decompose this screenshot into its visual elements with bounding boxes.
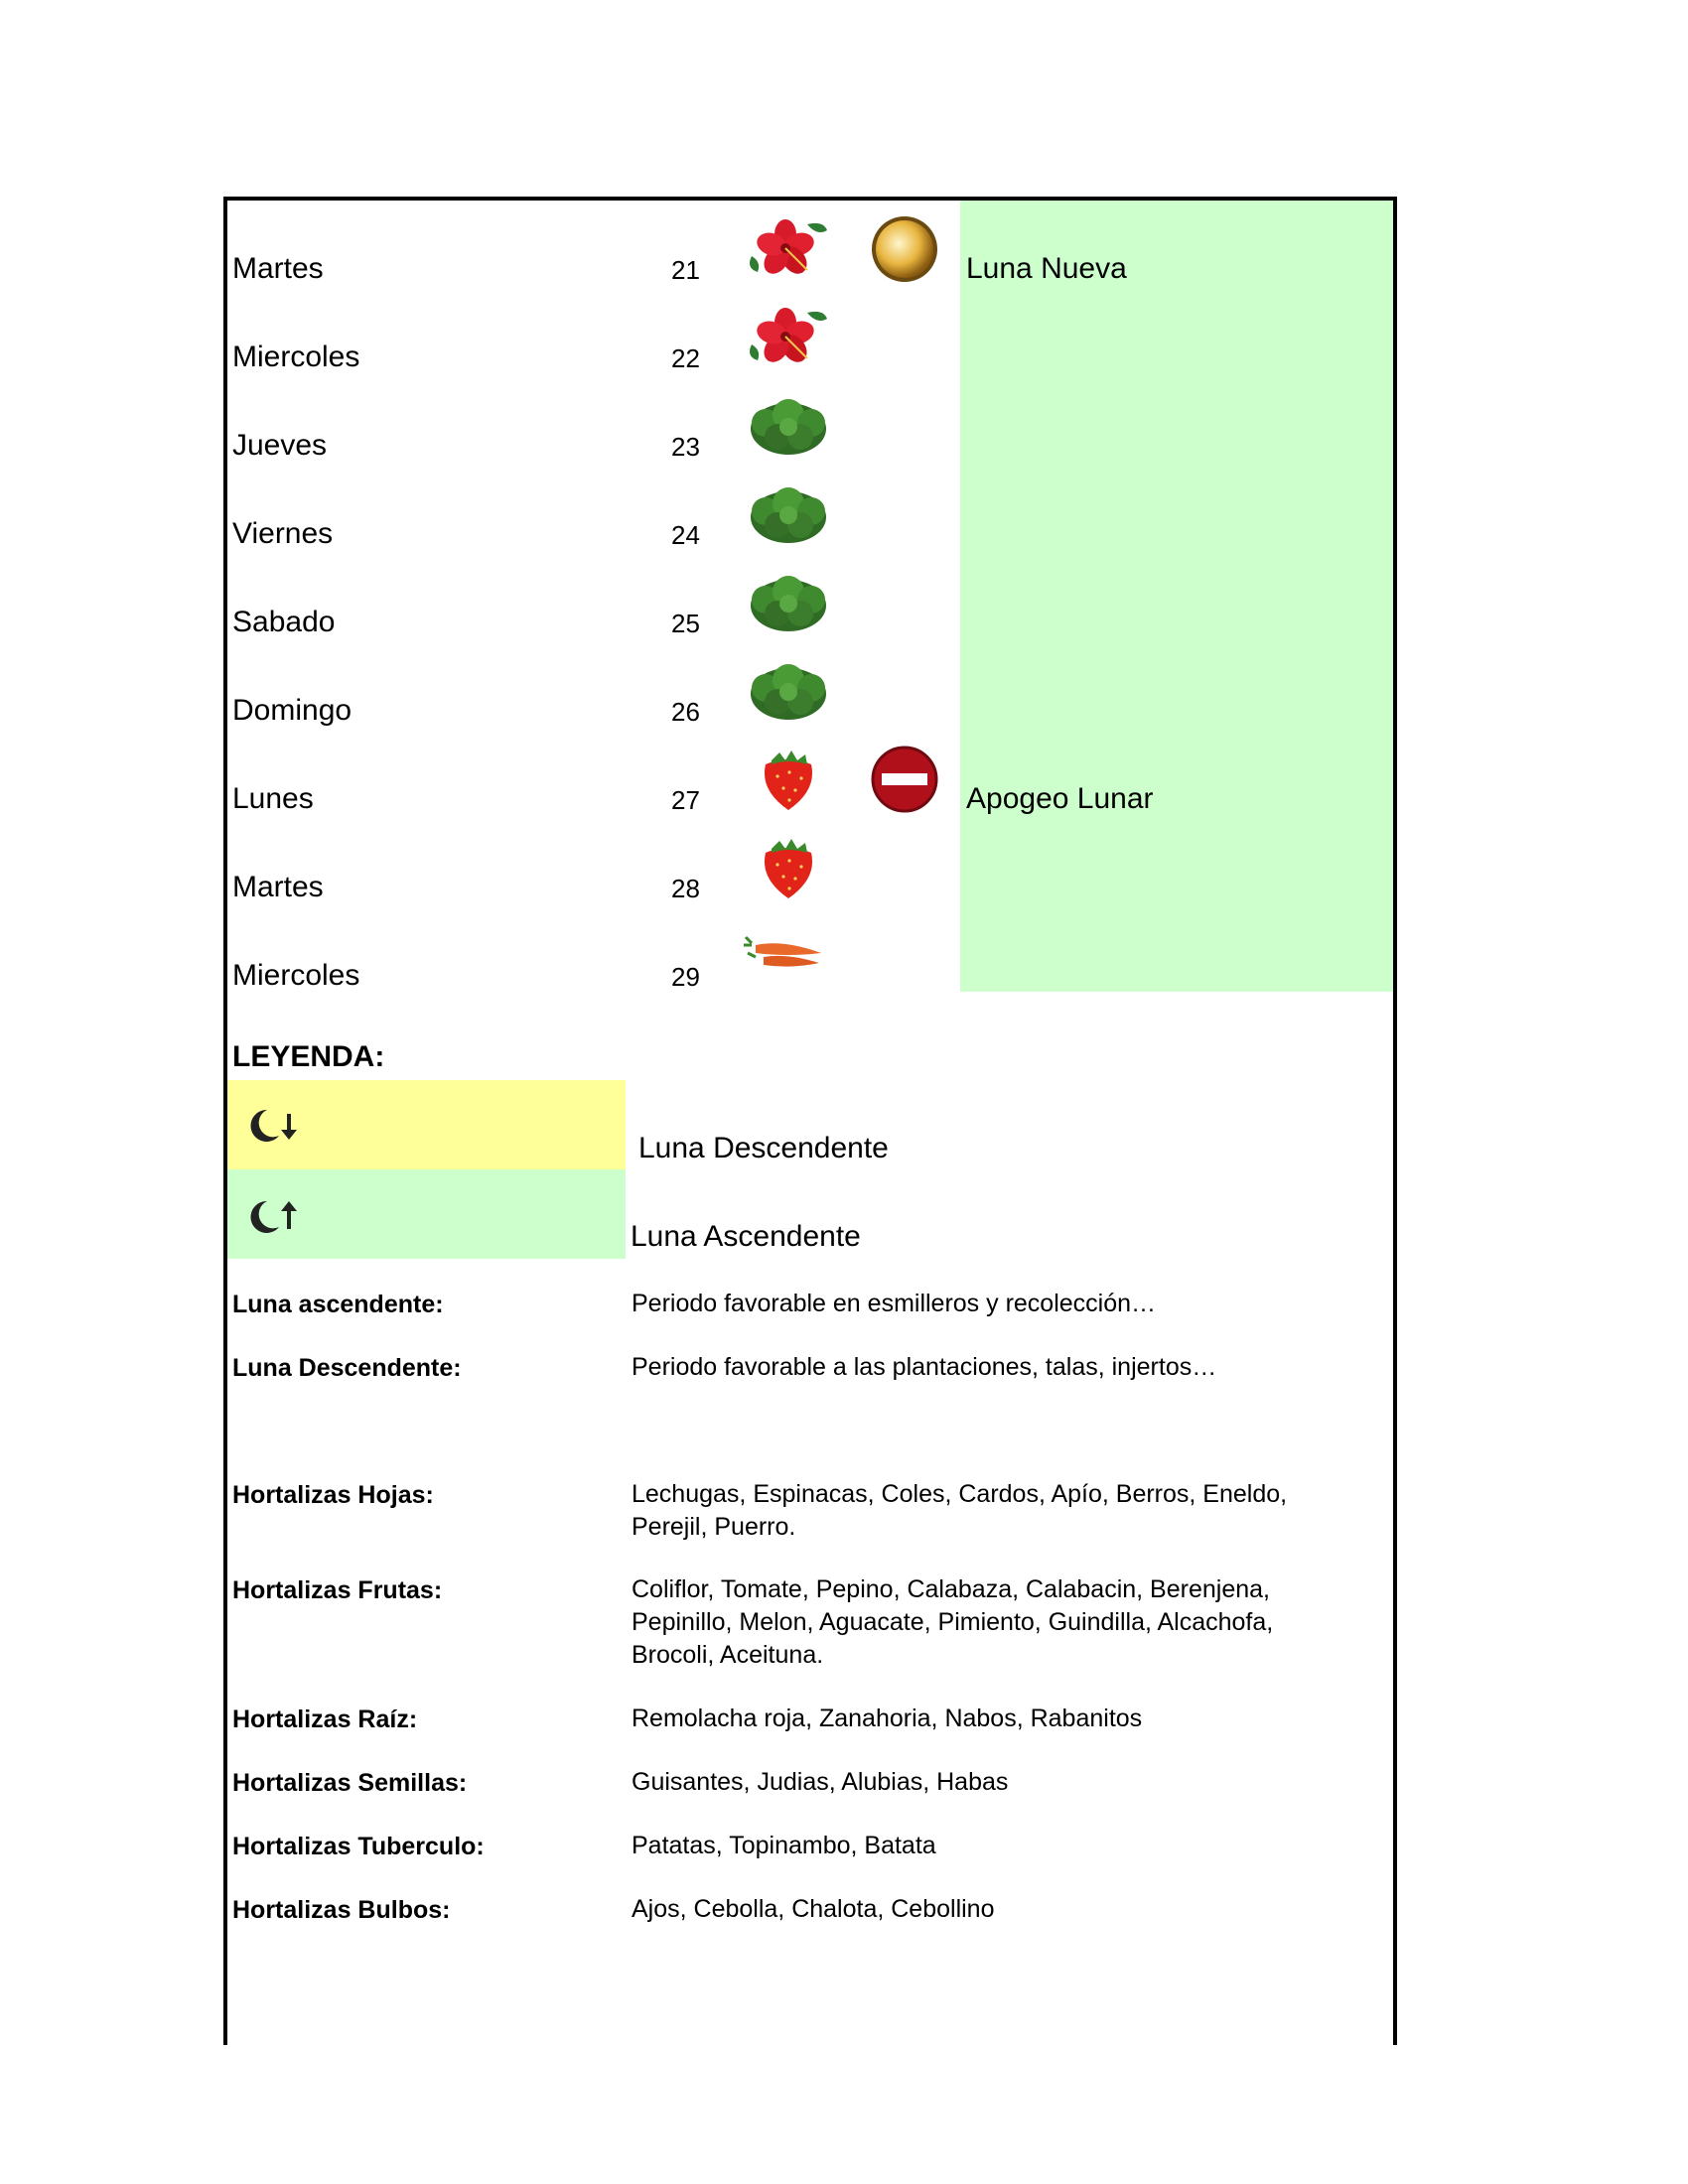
day-name: Miercoles: [232, 341, 360, 373]
lettuce-icon: [744, 570, 833, 635]
info-text: Ajos, Cebolla, Chalota, Cebollino: [632, 1895, 995, 1923]
info-text: Periodo favorable a las plantaciones, talas, injertos…: [632, 1353, 1217, 1381]
flower-icon: [744, 216, 833, 282]
day-name: Martes: [232, 252, 324, 285]
info-text: Lechugas, Espinacas, Coles, Cardos, Apío, Berros, Eneldo, Perejil, Puerro.: [632, 1480, 1288, 1541]
day-number: 26: [671, 697, 700, 727]
calendar-row: [227, 654, 1393, 742]
day-number: 25: [671, 609, 700, 638]
legend-ascending-label: Luna Ascendente: [631, 1220, 861, 1253]
info-text: Periodo favorable en esmilleros y recolección…: [632, 1290, 1157, 1317]
day-number: 29: [671, 962, 700, 992]
legend-descending-label: Luna Descendente: [638, 1132, 889, 1164]
flower-icon: [744, 305, 833, 370]
day-name: Domingo: [232, 694, 352, 727]
moon-event: Apogeo Lunar: [966, 782, 1154, 815]
info-label: Luna Descendente:: [232, 1354, 462, 1382]
new-moon-icon: [868, 212, 942, 287]
strawberry-icon: [744, 835, 833, 900]
info-text: Patatas, Topinambo, Batata: [632, 1832, 936, 1859]
day-number: 21: [671, 255, 700, 285]
moon-event: Luna Nueva: [966, 252, 1127, 285]
day-number: 22: [671, 343, 700, 373]
info-text: Guisantes, Judias, Alubias, Habas: [632, 1768, 1009, 1796]
info-text: Remolacha roja, Zanahoria, Nabos, Rabanitos: [632, 1705, 1143, 1732]
info-label: Hortalizas Hojas:: [232, 1481, 434, 1509]
info-label: Hortalizas Semillas:: [232, 1769, 468, 1797]
calendar-row: [227, 301, 1393, 388]
day-number: 24: [671, 520, 700, 550]
lettuce-icon: [744, 481, 833, 547]
no-entry-icon: [868, 743, 942, 817]
day-name: Lunes: [232, 782, 314, 815]
moon-up-icon: [245, 1195, 299, 1235]
day-name: Jueves: [232, 429, 328, 462]
frame-right-border: [1393, 197, 1397, 2045]
lettuce-icon: [744, 658, 833, 724]
day-number: 23: [671, 432, 700, 462]
info-label: Hortalizas Raíz:: [232, 1706, 418, 1733]
calendar-row: [227, 478, 1393, 565]
info-text: Coliflor, Tomate, Pepino, Calabaza, Calabacin, Berenjena, Pepinillo, Melon, Aguacate, Pimiento, Guindilla, Alcachofa, Brocoli, Aceituna.: [632, 1575, 1274, 1669]
calendar-row: [227, 389, 1393, 477]
lettuce-icon: [744, 393, 833, 459]
info-label: Hortalizas Frutas:: [232, 1576, 443, 1604]
info-label: Luna ascendente:: [232, 1291, 444, 1318]
info-label: Hortalizas Tuberculo:: [232, 1833, 485, 1860]
legend-title: LEYENDA:: [232, 1040, 385, 1073]
calendar-row: [227, 919, 1393, 1007]
day-name: Sabado: [232, 606, 336, 638]
carrot-icon: [744, 923, 833, 989]
strawberry-icon: [744, 747, 833, 812]
ascending-swatch: [227, 1169, 626, 1259]
day-number: 27: [671, 785, 700, 815]
moon-down-icon: [245, 1106, 299, 1146]
calendar-row: [227, 831, 1393, 918]
calendar-row: [227, 212, 1393, 300]
day-name: Martes: [232, 871, 324, 903]
calendar-row: [227, 743, 1393, 830]
calendar-row: [227, 566, 1393, 653]
day-name: Miercoles: [232, 959, 360, 992]
day-name: Viernes: [232, 517, 334, 550]
day-number: 28: [671, 874, 700, 903]
info-label: Hortalizas Bulbos:: [232, 1896, 451, 1924]
descending-swatch: [227, 1080, 626, 1169]
